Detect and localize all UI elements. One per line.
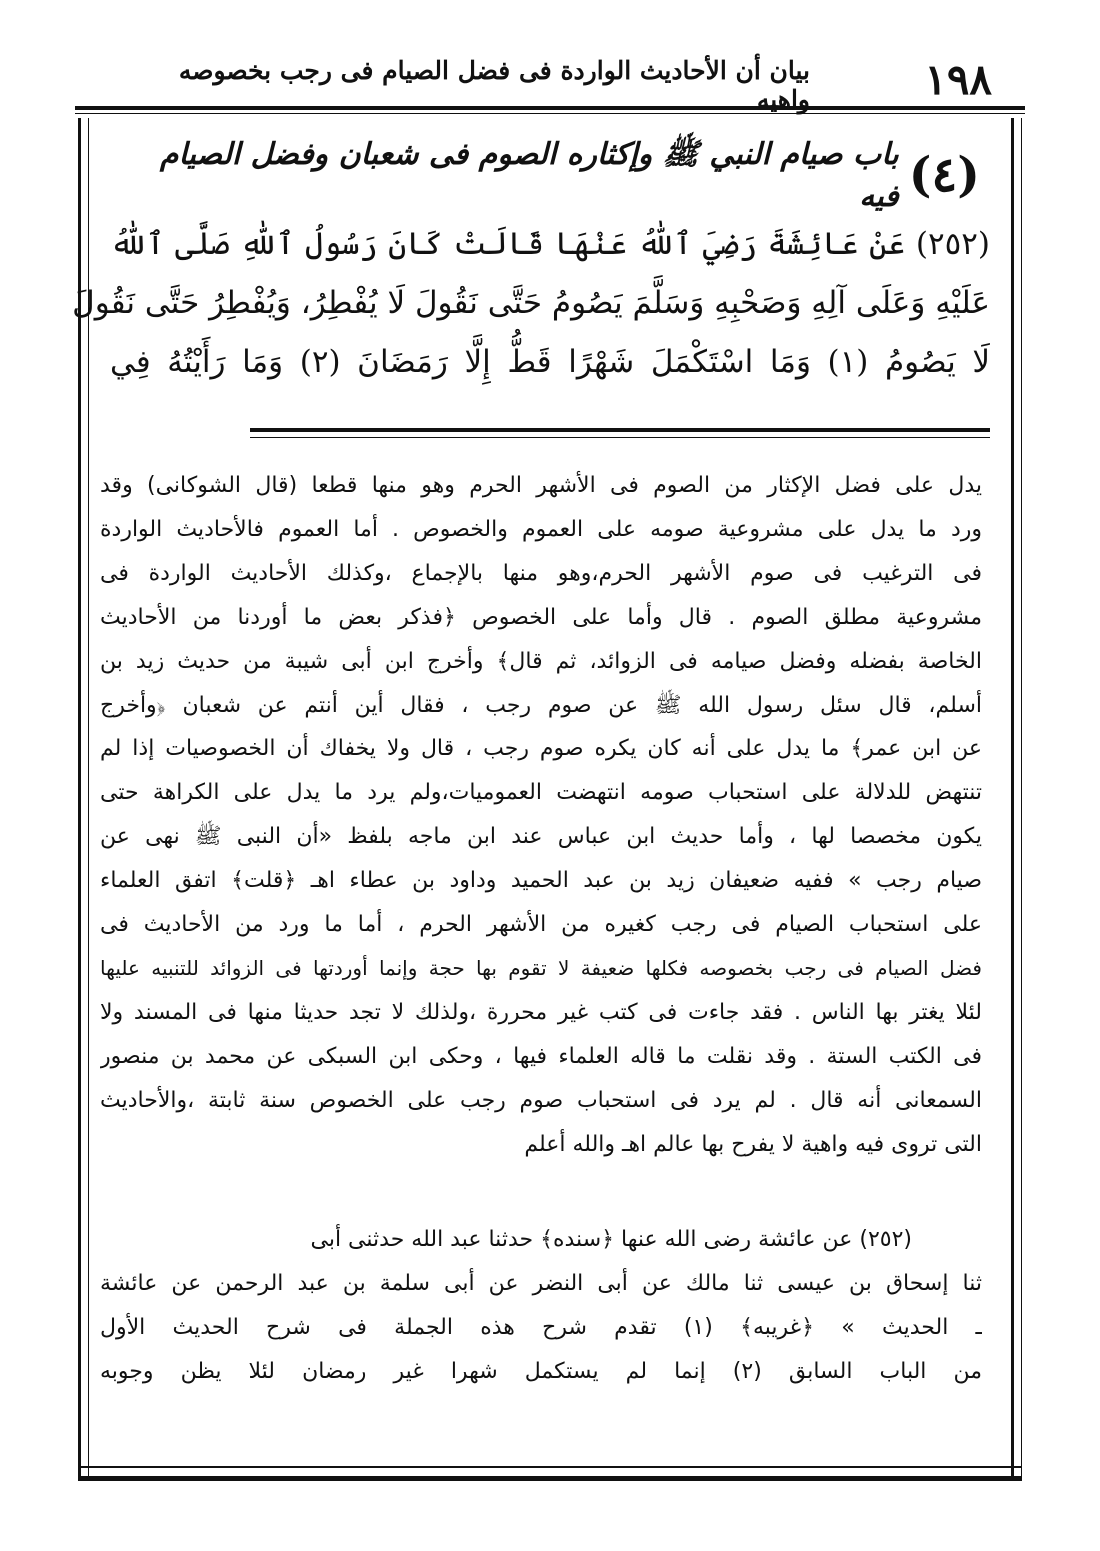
footnote-line: ثنا إسحاق بن عيسى ثنا مالك عن أبى النضر عن أبى سلمة بن عبد الرحمن عن عائشة (100, 1271, 982, 1296)
chapter-title: باب صيام النبي ﷺ وإكثاره الصوم فى شعبان وفضل الصيام فيه (159, 137, 899, 214)
commentary-line: تنتهض للدلالة على استحباب صومه انتهضت العموميات،ولم يرد ما يدل على الكراهة حتى (100, 780, 982, 806)
hadith-line: عَلَيْهِ وَعَلَى آلِهِ وَصَحْبِهِ وَسَلَّمَ يَصُومُ حَتَّى نَقُولَ لَا يُفْطِرُ، وَيُفْطِرُ حَتَّى نَقُولَ (72, 285, 990, 321)
page-number: ١٩٨ (924, 55, 992, 104)
commentary-line: مشروعية مطلق الصوم . قال وأما على الخصوص ﴿فذكر بعض ما أوردنا من الأحاديث (100, 604, 982, 630)
chapter-heading (120, 137, 980, 214)
section-divider (250, 428, 990, 438)
commentary-line: الخاصة بفضله وفضل صيامه فى الزوائد، ثم قال﴾ وأخرج ابن أبى شيبة من حديث زيد بن (100, 648, 982, 674)
commentary-line: لئلا يغتر بها الناس . فقد جاءت فى كتب غير محررة ،ولذلك لا تجد حديثا منها فى المسند ولا (100, 999, 982, 1025)
footnotes (100, 1218, 982, 1394)
commentary-line: ورد ما يدل على مشروعية صومه على العموم والخصوص . أما العموم فالأحاديث الواردة (100, 516, 982, 542)
running-title: بيان أن الأحاديث الواردة فى فضل الصيام فى رجب بخصوصه واهيه (178, 56, 810, 114)
commentary-line: يكون مخصصا لها ، وأما حديث ابن عباس عند ابن ماجه بلفظ «أن النبى ﷺ نهى عن (100, 824, 982, 850)
hadith-text (72, 215, 991, 392)
commentary-line: فى الكتب الستة . وقد نقلت ما قاله العلماء فيها ، وحكى ابن السبكى عن محمد بن منصور (100, 1043, 982, 1069)
footnote-line: من الباب السابق (٢) إنما لم يستكمل شهرا غير رمضان لئلا يظن وجوبه (100, 1359, 982, 1384)
commentary-line: السمعانى أنه قال . لم يرد فى استحباب صوم رجب على الخصوص سنة ثابتة ،والأحاديث (100, 1087, 982, 1113)
commentary-line: عن ابن عمر﴾ ما يدل على أنه كان يكره صوم رجب ، قال ولا يخفاك أن الخصوصيات إذا لم (100, 736, 982, 762)
frame-right-border (1011, 118, 1022, 1481)
footnote-line: (٢٥٢) عن عائشة رضى الله عنها ﴿سنده﴾ حدثنا عبد الله حدثنى أبى (310, 1227, 912, 1252)
hadith-line: (٢٥٢) عَنْ عَائِشَةَ رَضِيَ ٱللّٰهُ عَنْهَا قَالَتْ كَانَ رَسُولُ ٱللّٰهِ صَلَّى ٱللّٰهُ (110, 226, 990, 262)
header-rule (75, 106, 1025, 114)
commentary-line: يدل على فضل الإكثار من الصوم فى الأشهر الحرم وهو منها قطعا (قال الشوكانى) وقد (100, 473, 982, 498)
footnote-line: ـ الحديث » ﴿غريبه﴾ (١) تقدم شرح هذه الجملة فى شرح الحديث الأول (100, 1315, 982, 1340)
frame-bottom-border (78, 1466, 1022, 1481)
hadith-line: لَا يَصُومُ (١) وَمَا اسْتَكْمَلَ شَهْرًا قَطُّ إِلَّا رَمَضَانَ (٢) وَمَا رَأَيْتُهُ فِي (110, 344, 991, 380)
commentary-line: فضل الصيام فى رجب بخصوصه فكلها ضعيفة لا تقوم بها حجة وإنما أوردتها فى الزوائد للتنبيه عليها (100, 955, 982, 980)
commentary-line: فى الترغيب فى صوم الأشهر الحرم،وهو منها بالإجماع ،وكذلك الأحاديث الواردة فى (100, 560, 982, 586)
commentary-line: أسلم، قال سئل رسول الله ﷺ عن صوم رجب ، فقال أين أنتم عن شعبان ﴿وأخرج (100, 692, 982, 718)
commentary-line: على استحباب الصيام فى رجب كغيره من الأشهر الحرم ، أما ما ورد من الأحاديث فى (100, 912, 982, 938)
page-header (120, 56, 900, 114)
commentary (100, 464, 982, 1167)
commentary-line: صيام رجب » ففيه ضعيفان زيد بن عبد الحميد وداود بن عطاء اهـ ﴿قلت﴾ اتفق العلماء (100, 868, 982, 894)
commentary-line: التى تروى فيه واهية لا يفرح بها عالم اهـ والله أعلم (524, 1131, 982, 1157)
chapter-number: (٤) (908, 147, 980, 203)
